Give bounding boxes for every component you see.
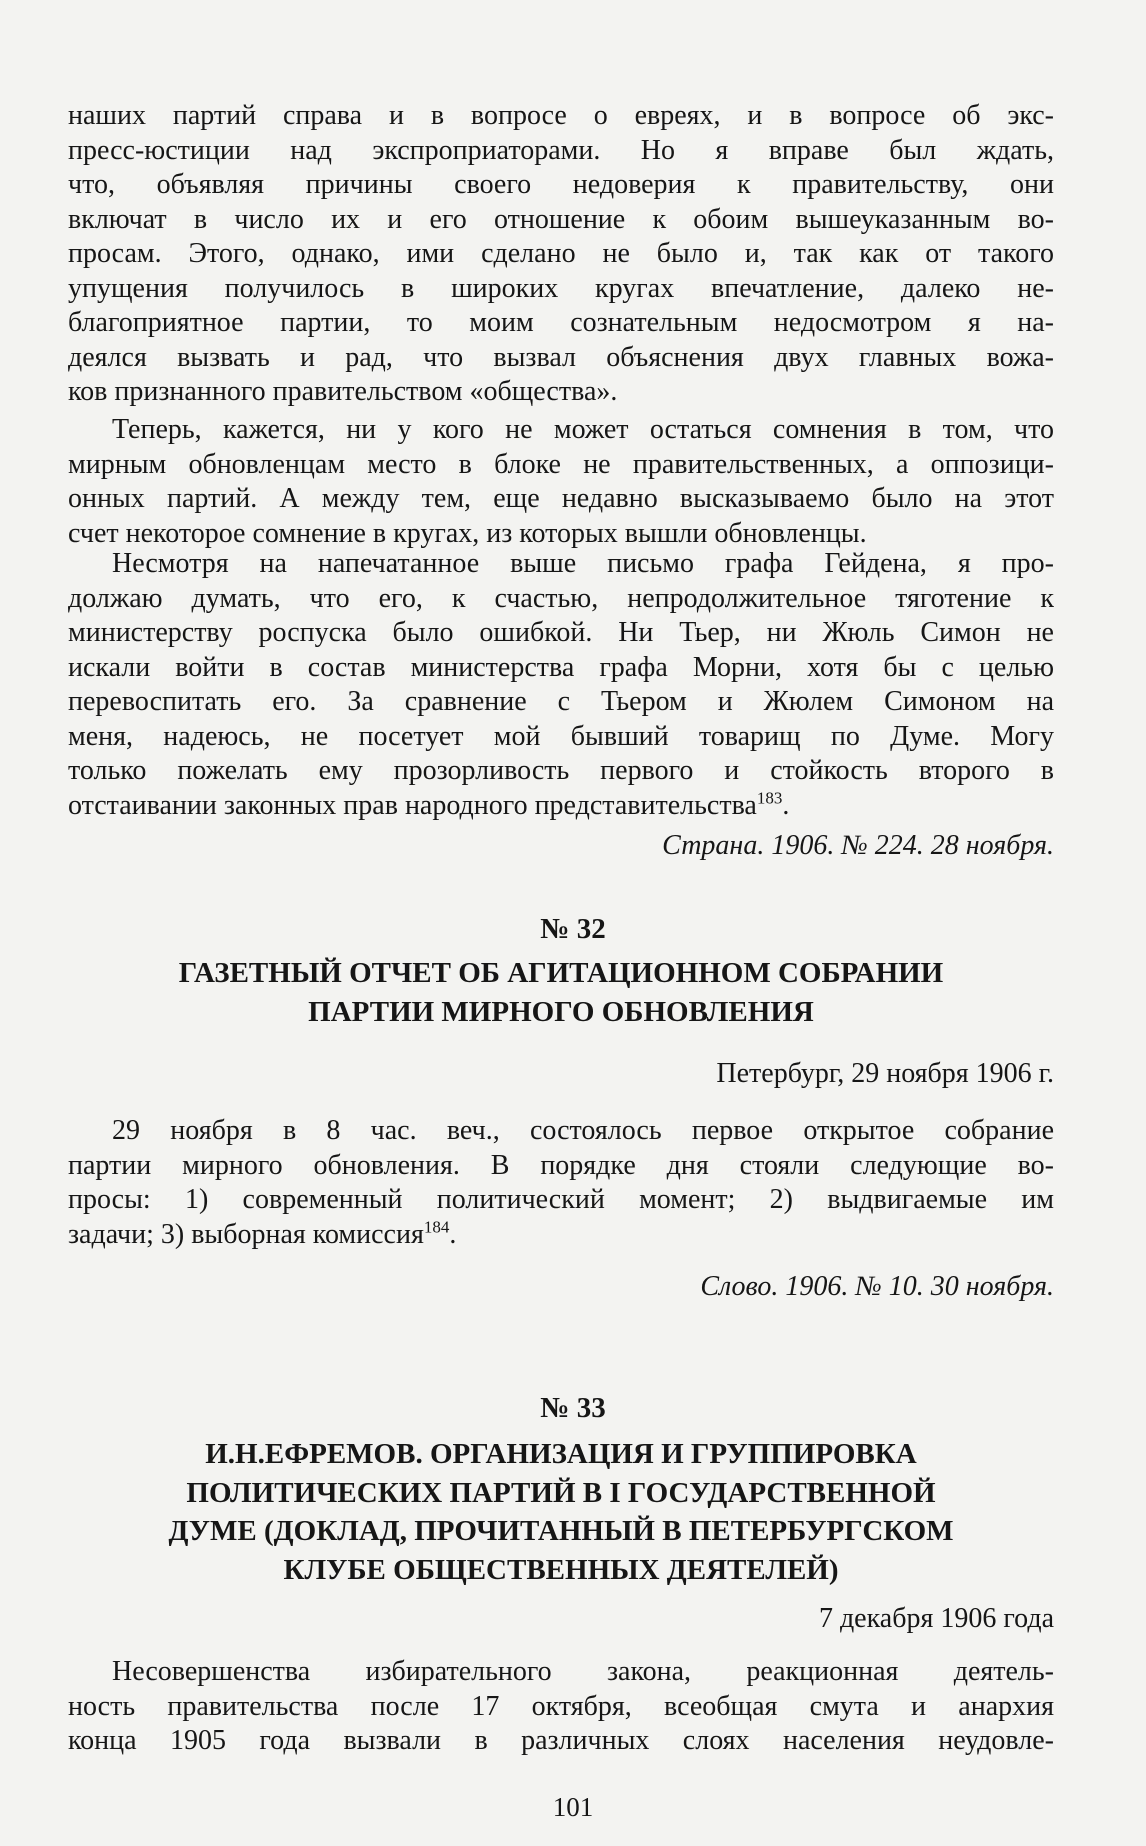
text-line: перевоспитать его. За сравнение с Тьером и Жюлем Симоном на: [68, 686, 1054, 717]
title-line: И.Н.ЕФРЕМОВ. ОРГАНИЗАЦИЯ И ГРУППИРОВКА: [205, 1438, 917, 1470]
text-line: конца 1905 года вызвали в различных слоях населения неудовле-: [68, 1725, 1054, 1756]
text-line: 29 ноября в 8 час. веч., состоялось первое открытое собрание: [112, 1115, 1054, 1146]
text-line: благоприятное партии, то моим сознательным недосмотром я на-: [68, 307, 1054, 338]
text-line: [68, 789, 1054, 824]
paragraph-3: [68, 547, 1054, 823]
title-line: КЛУБЕ ОБЩЕСТВЕННЫХ ДЕЯТЕЛЕЙ): [283, 1553, 839, 1586]
text-line: наших партий справа и в вопросе о евреях, и в вопросе об экс-: [68, 100, 1054, 131]
text-line: просам. Этого, однако, ими сделано не было и, так как от такого: [68, 238, 1054, 269]
document-number: № 32: [540, 913, 606, 945]
title-line: ГАЗЕТНЫЙ ОТЧЕТ ОБ АГИТАЦИОННОМ СОБРАНИИ: [178, 957, 944, 989]
text-line: ность правительства после 17 октября, всеобщая смута и анархия: [68, 1690, 1054, 1722]
footnote-ref: 184: [423, 1217, 450, 1237]
text-line: пресс-юстиции над экспроприаторами. Но я вправе был ждать,: [68, 134, 1054, 166]
text-line: деялся вызвать и рад, что вызвал объяснения двух главных вожа-: [68, 341, 1054, 373]
paragraph-doc33: [68, 1655, 1054, 1759]
text-line: онных партий. А между тем, еще недавно высказываемо было на этот: [68, 483, 1054, 514]
paragraph-2: [68, 413, 1054, 551]
text-line-content: отстаивании законных прав народного представительства: [68, 789, 757, 821]
document-date: 7 декабря 1906 года: [818, 1603, 1054, 1634]
paragraph-1: [68, 99, 1054, 410]
page-number: 101: [552, 1792, 594, 1822]
text-line: только пожелать ему прозорливость первого и стойкость второго в: [68, 755, 1054, 786]
text-line: упущения получилось в широких кругах впечатление, далеко не-: [68, 272, 1054, 304]
document-number: № 33: [540, 1392, 606, 1424]
document-title: [68, 1435, 1054, 1589]
text-line: искали войти в состав министерства графа Морни, хотя бы с целью: [68, 651, 1054, 683]
title-line: ПОЛИТИЧЕСКИХ ПАРТИЙ В I ГОСУДАРСТВЕННОЙ: [186, 1476, 936, 1509]
text-line: что, объявляя причины своего недоверия к правительству, они: [68, 169, 1054, 200]
text-line: счет некоторое сомнение в кругах, из которых вышли обновленцы.: [68, 517, 867, 549]
text-line: Несовершенства избирательного закона, реакционная деятель-: [112, 1656, 1054, 1687]
source-citation: Страна. 1906. № 224. 28 ноября.: [662, 830, 1054, 861]
punctuation: .: [782, 789, 790, 821]
text-line: должаю думать, что его, к счастью, непродолжительное тяготение к: [68, 582, 1054, 614]
text-line: включат в число их и его отношение к обоим вышеуказанным во-: [68, 203, 1054, 235]
punctuation: .: [449, 1218, 457, 1250]
place-date: Петербург, 29 ноября 1906 г.: [716, 1058, 1054, 1089]
text-line: ков признанного правительством «общества».: [68, 376, 618, 407]
text-line: просы: 1) современный политический момент; 2) выдвигаемые им: [68, 1184, 1054, 1215]
document-title: [68, 954, 1054, 1031]
paragraph-doc32: [68, 1114, 1054, 1252]
text-line: партии мирного обновления. В порядке дня стояли следующие во-: [68, 1149, 1054, 1181]
text-line-content: задачи; 3) выборная комиссия: [68, 1218, 424, 1250]
text-line: мирным обновленцам место в блоке не правительственных, а оппозици-: [68, 448, 1054, 480]
text-line: Несмотря на напечатанное выше письмо графа Гейдена, я про-: [112, 548, 1054, 579]
footnote-ref: 183: [756, 788, 783, 808]
text-line: министерству роспуска было ошибкой. Ни Тьер, ни Жюль Симон не: [68, 617, 1054, 648]
title-line: ПАРТИИ МИРНОГО ОБНОВЛЕНИЯ: [308, 995, 814, 1028]
text-line: [68, 1218, 1054, 1253]
text-line: меня, надеюсь, не посетует мой бывший товарищ по Думе. Могу: [68, 720, 1054, 752]
text-line: Теперь, кажется, ни у кого не может остаться сомнения в том, что: [112, 414, 1054, 445]
title-line: ДУМЕ (ДОКЛАД, ПРОЧИТАННЫЙ В ПЕТЕРБУРГСКОМ: [168, 1515, 954, 1547]
source-citation: Слово. 1906. № 10. 30 ноября.: [700, 1271, 1054, 1302]
